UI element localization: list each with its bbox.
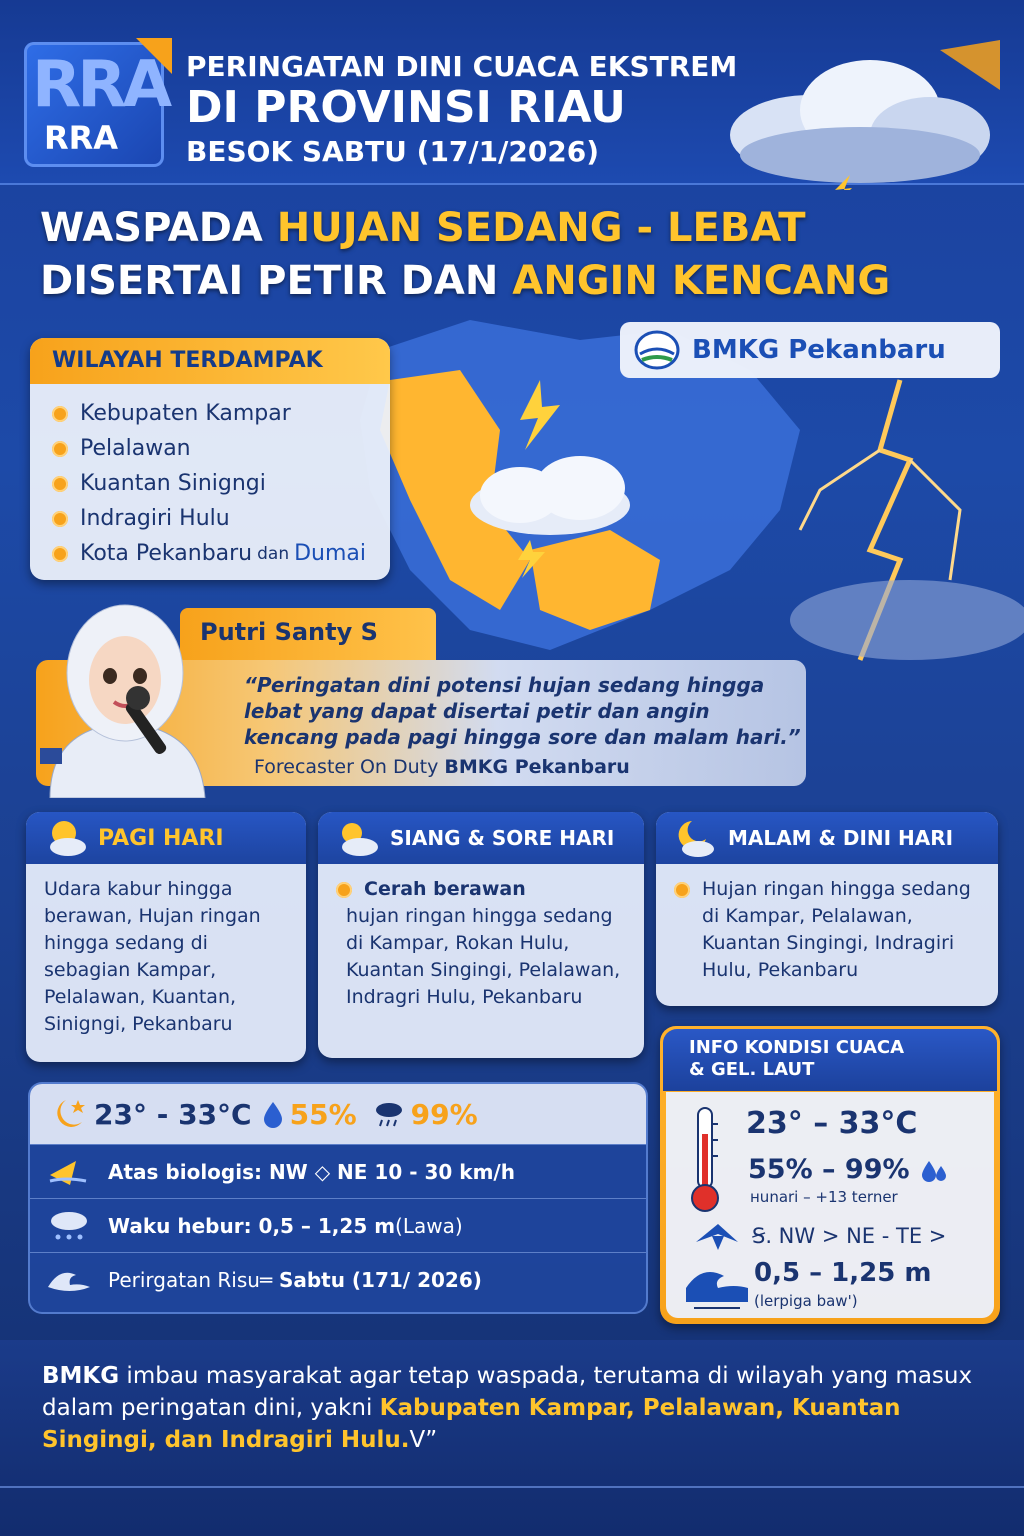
droplet-icon [919, 1158, 949, 1184]
area-name: Dumai [294, 541, 367, 566]
afternoon-lead [336, 876, 630, 903]
conjunction-text: dan [257, 543, 290, 564]
morning-panel-body: Udara kabur hingga berawan, Hujan ringan hingga sedang di sebagian Kampar, Pelalawan, Kuantan, Sinigngi, Pekanbaru [44, 878, 261, 1035]
stats-wave-row [30, 1198, 646, 1252]
affected-areas-title: WILAYAH TERDAMPAK [30, 338, 390, 384]
footer-message [42, 1360, 992, 1456]
warning-line2-highlight: ANGIN KENCANG [512, 258, 891, 304]
conditions-title-line2: & GEL. LAUT [689, 1059, 815, 1080]
footer-org: BMKG [42, 1363, 120, 1389]
list-item [52, 396, 366, 431]
moon-star-icon [48, 1096, 88, 1132]
conditions-wave: 0,5 – 1,25 m [754, 1258, 932, 1288]
night-panel-title: MALAM & DINI HARI [728, 826, 954, 850]
header-date: BESOK SABTU (17/1/2026) [186, 135, 600, 168]
list-item [52, 431, 366, 466]
sun-cloud-icon [332, 817, 382, 859]
lightning-icon [760, 360, 1024, 680]
droplet-icon [262, 1100, 284, 1128]
afternoon-lead-text: Cerah berawan [364, 878, 526, 900]
stats-temperature: 23° - 33°C [94, 1097, 252, 1131]
stats-wave-note: (Lawa) [395, 1213, 463, 1238]
conditions-humidity-note: ʜunari – +13 terner [750, 1188, 898, 1206]
morning-panel-title: PAGI HARI [98, 825, 224, 851]
afternoon-panel [318, 812, 644, 1058]
stats-humidity-high: 99% [410, 1097, 478, 1131]
footer-end: ᐯ” [409, 1427, 438, 1453]
wave-icon [46, 1263, 92, 1297]
forecaster-name: Putri Santy S [180, 608, 436, 660]
afternoon-detail: hujan ringan hingga sedang di Kampar, Rokan Hulu, Kuantan Singingi, Pelalawan, Indragri Hulu, Pekanbaru [346, 905, 621, 1008]
conditions-wind: Ꞩ. NW > NE - TE > [752, 1224, 947, 1248]
header-line1: PERINGATAN DINI CUACA EKSTREM [186, 50, 738, 83]
rri-logo [24, 42, 169, 167]
morning-panel-header [26, 812, 306, 864]
conditions-title-line1: INFO KONDISI CUACA [689, 1037, 905, 1058]
bullet-icon [52, 441, 68, 457]
header-title: DI PROVINSI RIAU [186, 82, 626, 133]
rain-cloud-icon [373, 1100, 405, 1128]
warning-line2 [40, 258, 890, 304]
area-name: Kebupaten Kampar [80, 401, 291, 426]
conditions-wave-note: (lerpiga bawꞌ) [754, 1292, 858, 1310]
logo-text-small: RRA [44, 119, 119, 157]
night-panel-body [674, 876, 984, 984]
logo-accent [136, 38, 172, 74]
footer-highlight: Kabupaten Kampar, Pelalawan, Kuantan Singingi, dan Indragiri Hulu. [42, 1395, 901, 1453]
bullet-icon [52, 476, 68, 492]
conditions-temperature: 23° – 33°C [746, 1106, 918, 1141]
stats-wave-text: Waku hebur: 0,5 – 1,25 m [108, 1213, 396, 1238]
conditions-humidity-value: 55% – 99% [748, 1154, 910, 1185]
stats-warning-label: Perirgatan Risu [108, 1267, 260, 1292]
stats-wind-row [30, 1144, 646, 1198]
night-panel-header [656, 812, 998, 864]
bmkg-badge [620, 322, 1000, 378]
warning-line1-highlight: HUJAN SEDANG - LEBAT [276, 205, 806, 251]
warning-line2-text: DISERTAI PETIR DAN [40, 258, 513, 304]
thermometer-icon [688, 1104, 722, 1214]
footer [0, 1340, 1024, 1536]
weather-stats-box [28, 1082, 648, 1314]
stats-summary [30, 1084, 646, 1144]
stats-humidity-low: 55% [289, 1097, 357, 1131]
area-name: Kuantan Sinigngi [80, 471, 266, 496]
list-item [52, 466, 366, 501]
forecaster-source [254, 756, 630, 778]
sun-cloud-icon [40, 817, 90, 859]
bullet-icon [336, 882, 352, 898]
area-name: Pelalawan [80, 436, 191, 461]
forecaster-avatar-icon [30, 598, 220, 798]
moon-cloud-icon [670, 817, 720, 859]
bullet-icon [52, 546, 68, 562]
forecaster-quote: “Peringatan dini potensi hujan sedang hingga lebat yang dapat disertai petir dan angin kencang pada pagi hingga sore dan malam hari.” [244, 673, 801, 749]
area-name: Kota Pekanbaru [80, 541, 253, 566]
wind-direction-icon [692, 1220, 742, 1252]
stats-warning-date: ═ Sabtu (171/ 2026) [259, 1267, 482, 1292]
conditions-header [663, 1029, 997, 1091]
bmkg-label: BMKG Pekanbaru [692, 335, 946, 365]
conditions-body [666, 1092, 994, 1318]
bullet-icon [52, 406, 68, 422]
affected-areas-card [30, 338, 390, 580]
stats-warning-row [30, 1252, 646, 1306]
night-panel [656, 812, 998, 1006]
storm-cloud-icon [700, 40, 1000, 190]
logo-text-big: RRA [32, 48, 169, 122]
bullet-icon [52, 511, 68, 527]
footer-body: imbau masyarakat agar tetap waspada, terutama di wilayah yang masux dalam peringatan dini, yakni [42, 1363, 973, 1421]
conditions-humidity [748, 1154, 949, 1185]
source-org: BMKG Pekanbaru [444, 756, 630, 778]
night-panel-text: Hujan ringan hingga sedang di Kampar, Pelalawan, Kuantan Singingi, Indragiri Hulu, Pekanbaru [702, 878, 971, 981]
afternoon-panel-header [318, 812, 644, 864]
warning-line1 [40, 205, 805, 251]
area-name: Indragiri Hulu [80, 506, 230, 531]
conditions-card [660, 1026, 1000, 1324]
rain-cloud-icon [46, 1209, 92, 1243]
morning-panel [26, 812, 306, 1062]
footer-divider [0, 1486, 1024, 1488]
affected-areas-list [52, 396, 366, 571]
bullet-icon [674, 882, 690, 898]
stats-wind-text: Atas biologis: NW ◇ NE 10 - 30 km/h [108, 1159, 515, 1184]
source-role: Forecaster On Duty [254, 756, 445, 778]
wind-icon [46, 1155, 92, 1189]
warning-line1-text: WASPADA [40, 205, 277, 251]
afternoon-panel-title: SIANG & SORE HARI [390, 826, 615, 850]
list-item [52, 501, 366, 536]
bmkg-logo-icon [634, 330, 680, 370]
wave-icon [684, 1258, 750, 1312]
afternoon-panel-body [336, 876, 630, 1011]
list-item [52, 536, 366, 571]
